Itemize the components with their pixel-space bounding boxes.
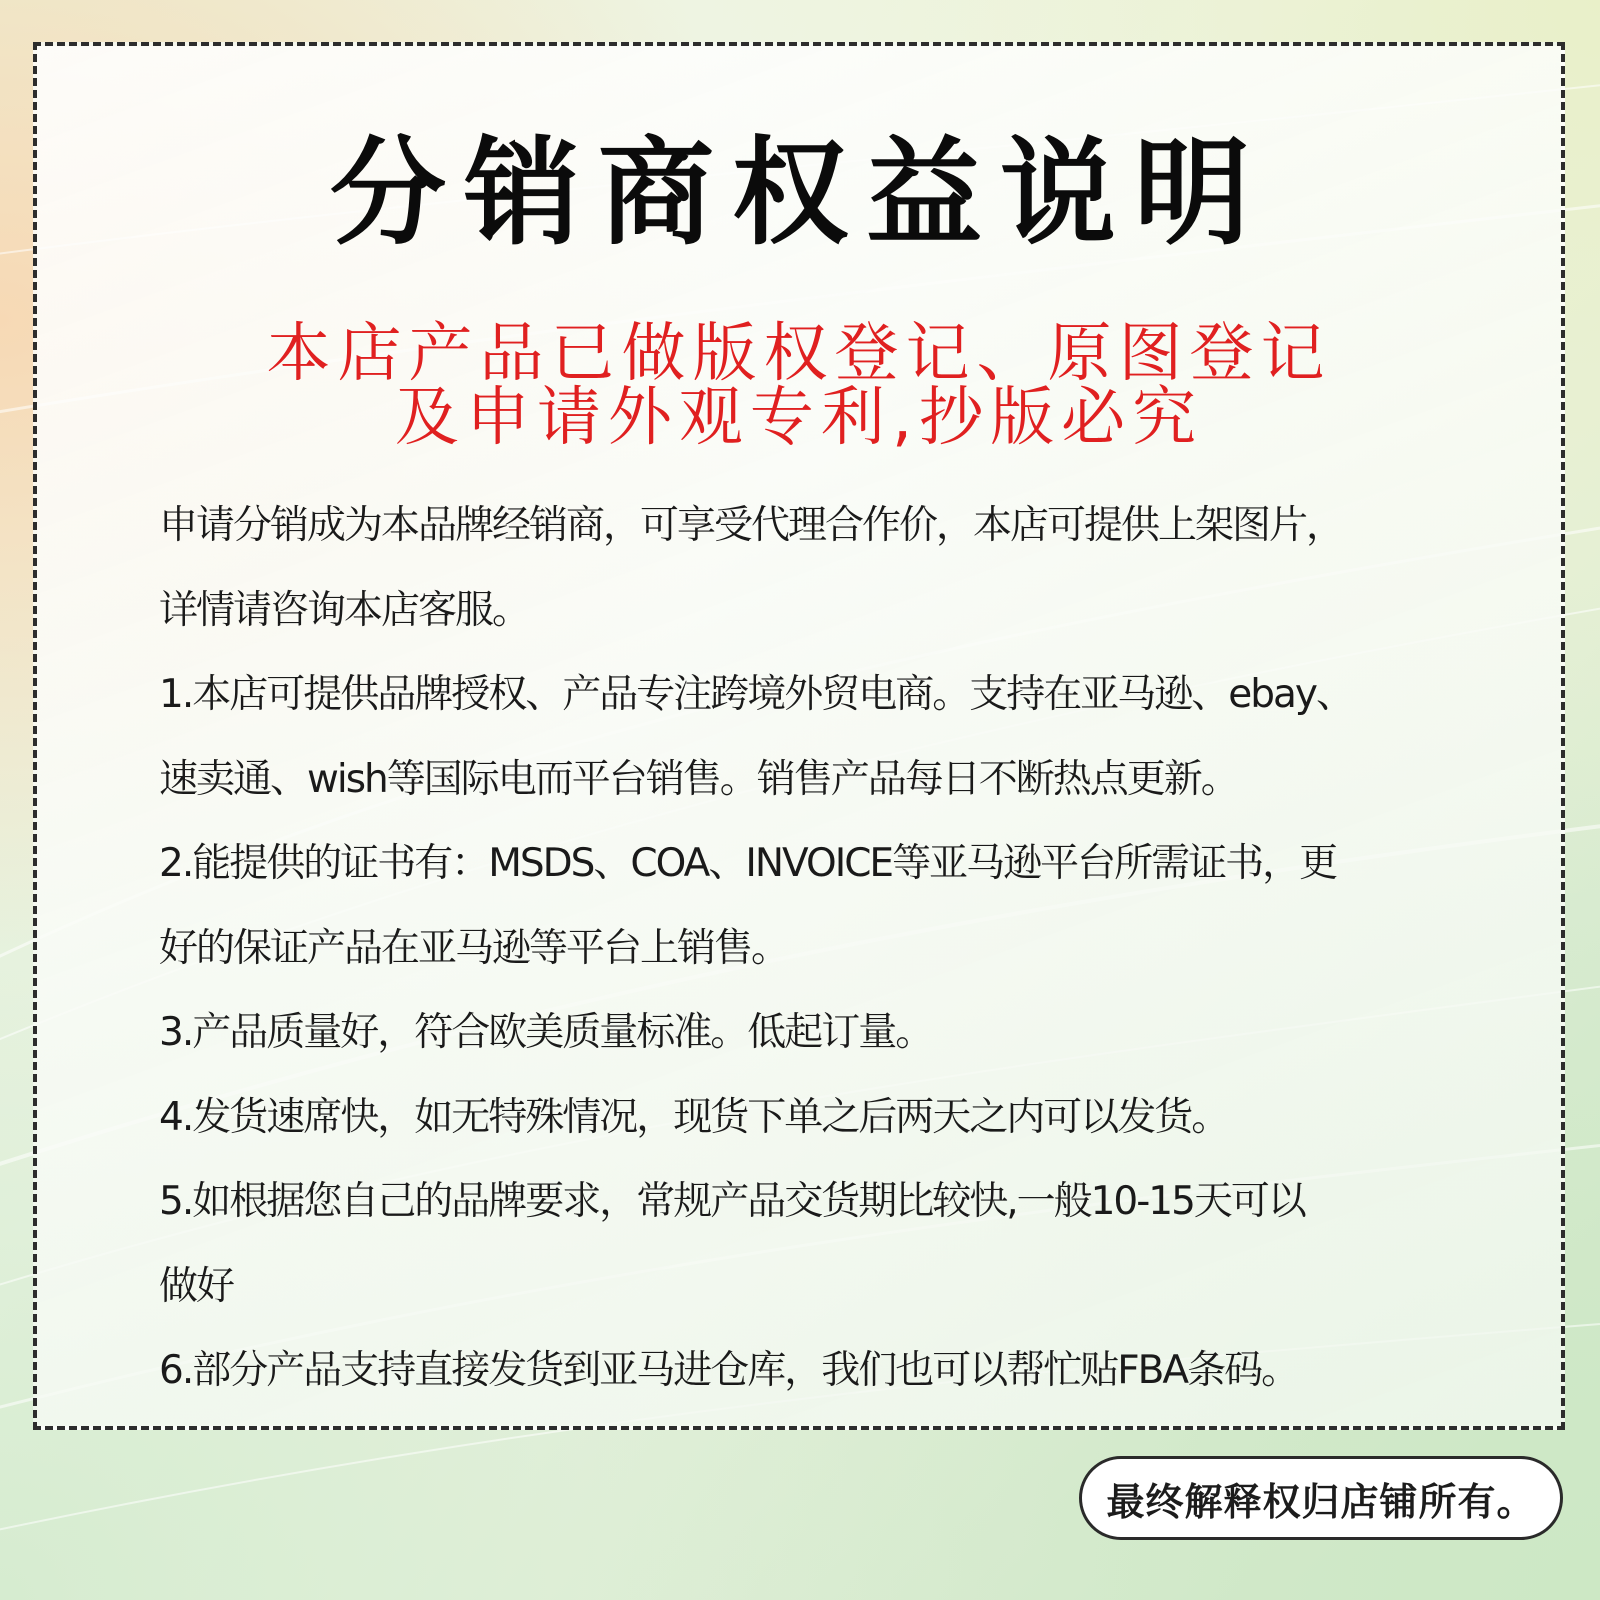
page-title: 分销商权益说明 <box>330 126 1268 261</box>
body-line: 做好 <box>159 1263 234 1309</box>
body-line: 速卖通、wish等国际电而平台销售。销售产品每日不断热点更新。 <box>159 756 1238 802</box>
body-line: 申请分销成为本品牌经销商，可享受代理合作价，本店可提供上架图片， <box>159 503 1344 548</box>
body-line: 1.本店可提供品牌授权、产品专注跨境外贸电商。支持在亚马逊、ebay、 <box>159 672 1353 717</box>
footer-disclaimer-badge: 最终解释权归店铺所有。 <box>1079 1456 1563 1540</box>
copyright-notice-line-2: 及申请外观专利,抄版必究 <box>394 381 1204 455</box>
content-card <box>33 42 1565 1430</box>
body-line: 好的保证产品在亚马逊等平台上销售。 <box>159 925 789 971</box>
body-line: 3.产品质量好，符合欧美质量标准。低起订量。 <box>159 1010 933 1055</box>
body-line: 5.如根据您自己的品牌要求，常规产品交货期比较快,一般10-15天可以 <box>159 1179 1305 1224</box>
body-line: 2.能提供的证书有：MSDS、COA、INVOICE等亚马逊平台所需证书，更 <box>159 841 1337 886</box>
body-line: 详情请咨询本店客服。 <box>159 587 530 633</box>
copyright-notice-line-1: 本店产品已做版权登记、原图登记 <box>266 317 1332 391</box>
body-line: 4.发货速席快，如无特殊情况，现货下单之后两天之内可以发货。 <box>159 1094 1229 1140</box>
benefits-text <box>159 484 1519 1414</box>
body-line: 6.部分产品支持直接发货到亚马进仓库，我们也可以帮忙贴FBA条码。 <box>159 1348 1299 1393</box>
